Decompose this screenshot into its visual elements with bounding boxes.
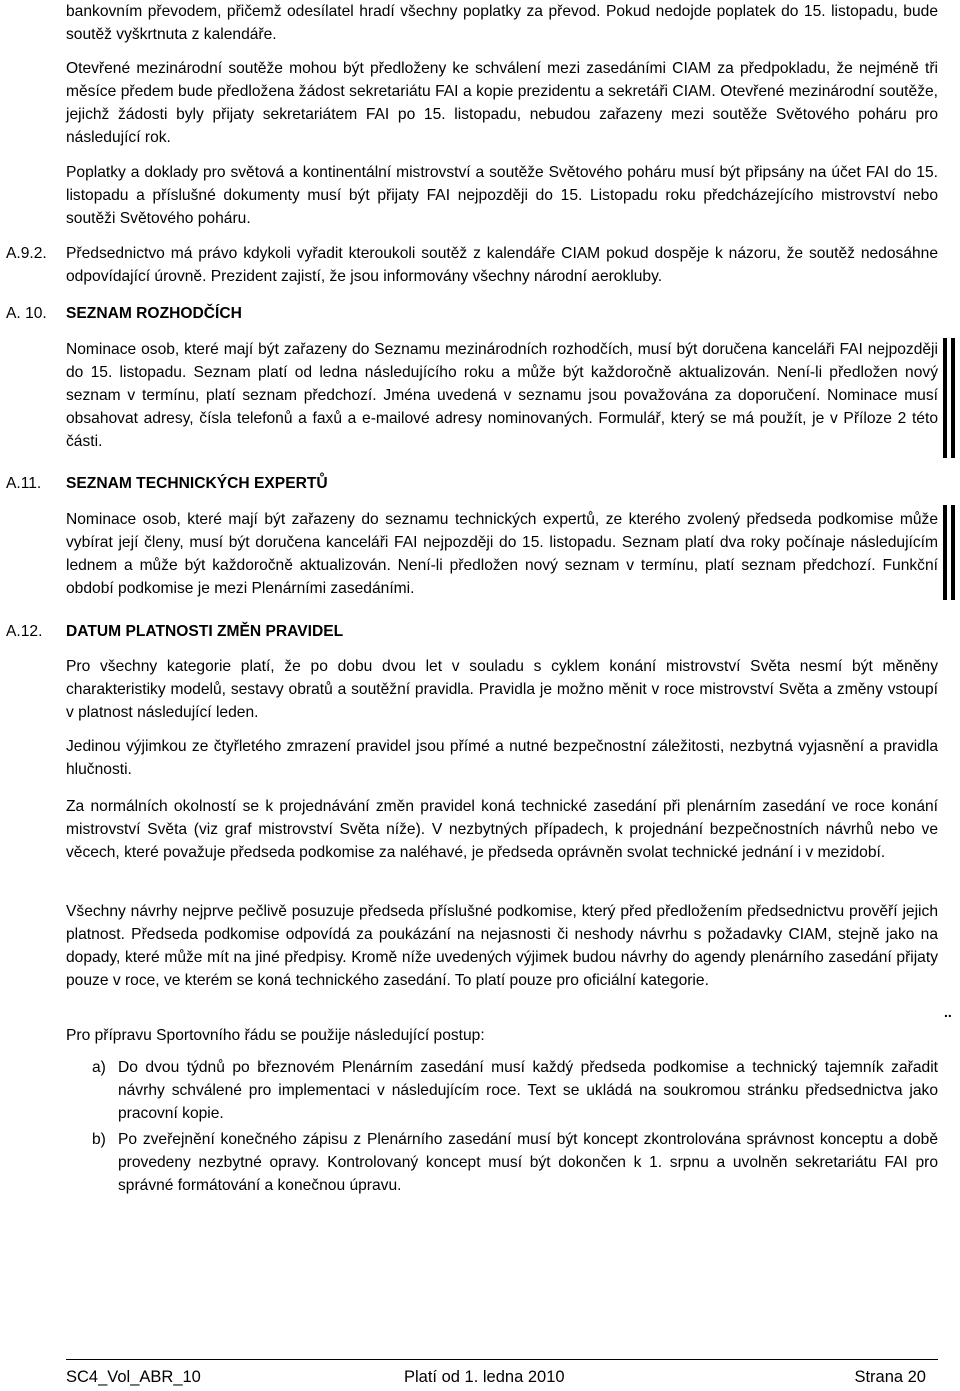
paragraph-open-competitions: Otevřené mezinárodní soutěže mohou být předloženy ke schválení mezi zasedáními CIAM za předpokladu, že nejméně tři měsíce předem bude předložena žádost sekretariátu FAI a kopie prezidentu a sekretáři CIAM. Otevřené mezinárodní soutěže, jejichž žádosti byly přijaty sekretariátem FAI po 15. listopadu, nebudou zařazeny mezi soutěže Světového poháru pro následující rok.	[66, 60, 938, 146]
paragraph-a12-technical-meeting: Za normálních okolností se k projednávání změn pravidel koná technické zasedání při plenárním zasedání ve roce konání mistrovství Světa (viz graf mistrovství Světa níže). V nezbytných případech, k projednání bezpečnostních návrhů nebo ve věcech, které považuje předseda podkomise za naléhavé, je předseda oprávněn svolat technické jednání i v mezidobí.	[66, 798, 938, 861]
paragraph-a11: Nominace osob, které mají být zařazeny do seznamu technických expertů, ze kterého zvolený předseda podkomise může vybírat její členy, musí být doručena kanceláři FAI nejpozději do 15. listopadu. Seznam platí dva roky počínaje následujícím lednem a může být každoročně aktualizován. Není-li předložen nový seznam v termínu, platí seznam předchozí. Funkční období podkomise je mezi Plenárními zasedáními.	[66, 511, 938, 597]
change-bar	[951, 505, 955, 600]
list-item-text: Do dvou týdnů po březnovém Plenárním zasedání musí každý předseda podkomise a technický tajemník zařadit návrhy schválené pro implementaci v následujícím roce. Text se ukládá na soukromou stránku předsednictva jako pracovní kopie.	[118, 1059, 938, 1122]
footer-validity: Platí od 1. ledna 2010	[404, 1368, 565, 1386]
paragraph-a12-freeze: Pro všechny kategorie platí, že po dobu dvou let v souladu s cyklem konání mistrovství Světa nesmí být měněny charakteristiky modelů, sestavy obratů a soutěžní pravidla. Pravidla je možno měnit v roce mistrovství Světa a změny vstoupí v platnost následující leden.	[66, 658, 938, 721]
section-number-a11: A.11.	[6, 475, 42, 492]
list-item	[92, 1056, 938, 1125]
list-marker: b)	[92, 1131, 106, 1148]
section-heading-a11: SEZNAM TECHNICKÝCH EXPERTŮ	[66, 475, 328, 492]
list-item	[92, 1128, 938, 1197]
change-bar	[951, 338, 955, 458]
margin-mark: ..	[944, 1004, 952, 1020]
list-item-text: Po zveřejnění konečného zápisu z Plenárního zasedání musí být koncept zkontrolována správnost konceptu a době provedeny nezbytné opravy. Kontrolovaný koncept musí být dokončen k 1. srpnu a uvolněn sekretariátu FAI pro správné formátování a konečnou úpravu.	[118, 1131, 938, 1194]
footer-divider	[66, 1359, 938, 1360]
paragraph-a12-proposals: Všechny návrhy nejprve pečlivě posuzuje předseda příslušné podkomise, který před předložením předsednictvu prověří jejich platnost. Předseda podkomise odpovídá za poukázání na nejasnosti či neshody návrhu s požadavky CIAM, stejně jako na dopady, které může mít na jiné předpisy. Kromě níže uvedených výjimek budou návrhy do agendy plenárního zasedání přijaty pouze v roce, ve kterém se koná technického zasedání. To platí pouze pro oficiální kategorie.	[66, 903, 938, 989]
section-number-a12: A.12.	[6, 623, 43, 640]
change-bar	[943, 505, 947, 600]
paragraph-a12-procedure: Pro přípravu Sportovního řádu se použije následující postup:	[66, 1027, 485, 1044]
footer-document-id: SC4_Vol_ABR_10	[66, 1368, 201, 1386]
change-bar	[943, 338, 947, 458]
section-number-a92: A.9.2.	[6, 245, 47, 262]
list-marker: a)	[92, 1059, 106, 1076]
section-heading-a12: DATUM PLATNOSTI ZMĚN PRAVIDEL	[66, 623, 344, 640]
paragraph-championship-fees: Poplatky a doklady pro světová a kontinentální mistrovství a soutěže Světového poháru musí být připsány na účet FAI do 15. listopadu a příslušné dokumenty musí být přijaty FAI nejpozději do 15. Listopadu roku předcházejícího mistrovství nebo soutěži Světového poháru.	[66, 164, 938, 227]
footer-page-number: Strana 20	[854, 1368, 926, 1386]
section-number-a10: A. 10.	[6, 305, 47, 322]
paragraph-a12-exception: Jedinou výjimkou ze čtyřletého zmrazení pravidel jsou přímé a nutné bezpečnostní záležitosti, nezbytná vyjasnění a pravidla hlučnosti.	[66, 738, 938, 778]
section-heading-a10: SEZNAM ROZHODČÍCH	[66, 305, 242, 322]
paragraph-a10: Nominace osob, které mají být zařazeny do Seznamu mezinárodních rozhodčích, musí být doručena kanceláři FAI nejpozději do 15. listopadu. Seznam platí od ledna následujícího roku a může být každoročně aktualizován. Není-li předložen nový seznam v termínu, platí seznam předchozí. Jména uvedená v seznamu jsou považována za doporučení. Nominace musí obsahovat adresy, čísla telefonů a faxů a e-mailové adresy nominovaných. Formulář, který se má použít, je v Příloze 2 této části.	[66, 341, 938, 450]
paragraph-a92: Předsednictvo má právo kdykoli vyřadit kteroukoli soutěž z kalendáře CIAM pokud dospěje k názoru, že soutěž nedosáhne odpovídající úrovně. Prezident zajistí, že jsou informovány všechny národní aerokluby.	[66, 245, 938, 285]
paragraph-fee-transfer: bankovním převodem, přičemž odesílatel hradí všechny poplatky za převod. Pokud nedojde poplatek do 15. listopadu, bude soutěž vyškrtnuta z kalendáře.	[66, 3, 938, 43]
